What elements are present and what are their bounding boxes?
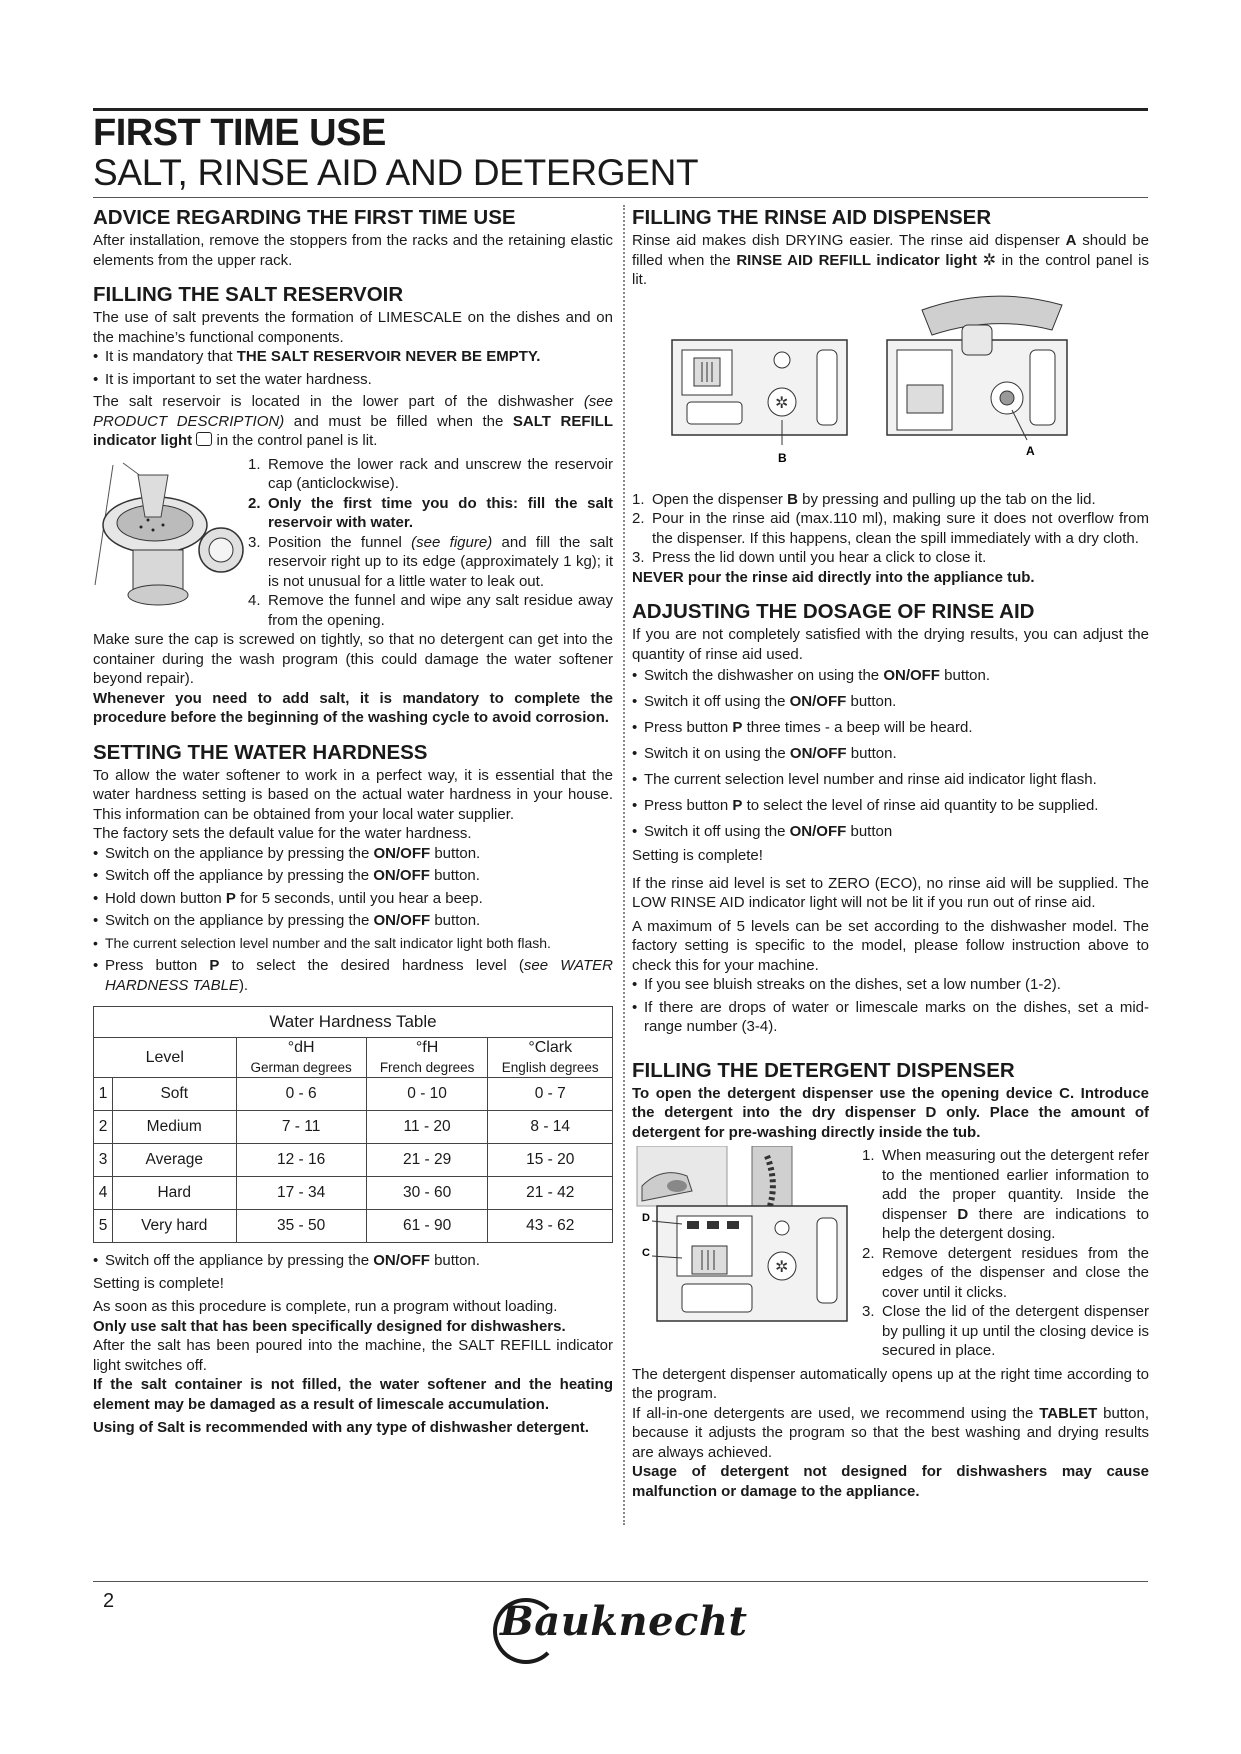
dosage-steps xyxy=(632,664,1149,843)
table-header-fh: °fH French degrees xyxy=(366,1038,488,1078)
hardness-heading: SETTING THE WATER HARDNESS xyxy=(93,740,428,764)
hardness-steps xyxy=(93,844,613,996)
salt-bullets xyxy=(93,347,613,389)
header-top-rule xyxy=(93,108,1148,111)
salt-heading: FILLING THE SALT RESERVOIR xyxy=(93,283,404,306)
detergent-label-d: D xyxy=(642,1212,650,1224)
salt-bullet-2: • It is important to set the water hardness. xyxy=(93,370,613,390)
dosage-step-5: • The current selection level number and rinse aid indicator light flash. xyxy=(632,768,1149,791)
hardness-step-1: • Switch on the appliance by pressing the ON/OFF button. xyxy=(93,844,613,864)
dosage-condition-2: • If there are drops of water or limescale marks on the dishes, set a mid-range number (3-4). xyxy=(632,998,1149,1037)
rinse-step-1: 1. Open the dispenser B by pressing and pulling up the tab on the lid. xyxy=(632,490,1096,508)
salt-steps xyxy=(248,455,613,631)
svg-text:✲: ✲ xyxy=(775,1259,789,1276)
hardness-not-filled: If the salt container is not filled, the water softener and the heating element may be damaged as a result of limescale accumulation. xyxy=(93,1376,613,1413)
svg-text:✲: ✲ xyxy=(775,394,789,412)
dosage-step-4: • Switch it on using the ON/OFF button. xyxy=(632,742,1149,765)
dosage-zero: If the rinse aid level is set to ZERO (ECO), no rinse aid will be supplied. The LOW RINSE AID indicator light will not be lit if you run out of rinse aid. xyxy=(632,874,1149,911)
detergent-all-in-one: If all-in-one detergents are used, we recommend using the TABLET button, because it adjusts the program so that the best washing and drying results are always achieved. xyxy=(632,1404,1149,1461)
dosage-step-3: • Press button P three times - a beep will be heard. xyxy=(632,716,1149,739)
table-header-clark: °Clark English degrees xyxy=(488,1038,613,1078)
table-row: 5 Very hard 35 - 50 61 - 90 43 - 62 xyxy=(94,1210,613,1243)
salt-intro: The use of salt prevents the formation of LIMESCALE on the dishes and on the machine’s functional components. xyxy=(93,309,613,346)
hardness-step-2: • Switch off the appliance by pressing the ON/OFF button. xyxy=(93,866,613,886)
detergent-heading: FILLING THE DETERGENT DISPENSER xyxy=(632,1058,1015,1082)
dosage-condition-1: • If you see bluish streaks on the dishes, set a low number (1-2). xyxy=(632,975,1149,995)
hardness-using-salt: Using of Salt is recommended with any type of dishwasher detergent. xyxy=(93,1419,589,1436)
rinse-label-a: A xyxy=(1026,443,1035,458)
salt-step-2: 2. Only the first time you do this: fill the salt reservoir with water. xyxy=(248,494,613,531)
salt-step-3: 3. Position the funnel (see figure) and fill the salt reservoir right up to its edge (approximately 1 kg); it is not unusual for a little water to leak out. xyxy=(248,533,613,590)
detergent-label-c: C xyxy=(642,1247,650,1259)
hardness-step-5: • The current selection level number and the salt indicator light both flash. xyxy=(93,934,613,954)
table-row: 4 Hard 17 - 34 30 - 60 21 - 42 xyxy=(94,1177,613,1210)
dosage-heading: ADJUSTING THE DOSAGE OF RINSE AID xyxy=(632,600,1035,623)
detergent-usage-warning: Usage of detergent not designed for dishwashers may cause malfunction or damage to the appliance. xyxy=(632,1463,1149,1500)
detergent-dispenser-illustration xyxy=(632,1146,862,1331)
table-row: 2 Medium 7 - 11 11 - 20 8 - 14 xyxy=(94,1111,613,1144)
detergent-step-3: 3. Close the lid of the detergent dispenser by pulling it up until the closing device is secured in place. xyxy=(862,1303,1149,1359)
table-row: 1 Soft 0 - 6 0 - 10 0 - 7 xyxy=(94,1078,613,1111)
left-column xyxy=(93,205,613,1438)
dosage-intro: If you are not completely satisfied with the drying results, you can adjust the quantity of rinse aid used. xyxy=(632,626,1149,663)
hardness-step-4: • Switch on the appliance by pressing the ON/OFF button. xyxy=(93,911,613,931)
dosage-step-7: • Switch it off using the ON/OFF button xyxy=(632,820,1149,843)
detergent-auto: The detergent dispenser automatically opens up at the right time according to the program. xyxy=(632,1365,1149,1402)
rinse-step-2: 2. Pour in the rinse aid (max.110 ml), making sure it does not overflow from the dispenser. If this happens, clean the spill immediately with a dry cloth. xyxy=(632,510,1149,547)
rinse-steps xyxy=(632,490,1149,568)
hardness-complete: Setting is complete! xyxy=(93,1274,224,1292)
rinse-label-b: B xyxy=(778,450,787,465)
rinse-dispenser-illustration xyxy=(632,290,1149,490)
table-header-dh: °dH German degrees xyxy=(236,1038,366,1078)
rinse-heading: FILLING THE RINSE AID DISPENSER xyxy=(632,206,992,229)
dosage-complete: Setting is complete! xyxy=(632,847,763,864)
detergent-steps xyxy=(862,1146,1149,1361)
rinse-never: NEVER pour the rinse aid directly into the appliance tub. xyxy=(632,568,1035,586)
hardness-step-7: • Switch off the appliance by pressing the ON/OFF button. xyxy=(93,1251,613,1271)
advice-heading: ADVICE REGARDING THE FIRST TIME USE xyxy=(93,206,516,229)
hardness-poured: After the salt has been poured into the machine, the SALT REFILL indicator light switches off. xyxy=(93,1337,613,1374)
salt-warning: Whenever you need to add salt, it is mandatory to complete the procedure before the beginning of the washing cycle to avoid corrosion. xyxy=(93,689,613,726)
rinse-intro: Rinse aid makes dish DRYING easier. The rinse aid dispenser A should be filled when the RINSE AID REFILL indicator light ✲ in the control panel is lit. xyxy=(632,232,1149,288)
hardness-step-3: • Hold down button P for 5 seconds, until you hear a beep. xyxy=(93,889,613,909)
advice-text: After installation, remove the stoppers from the racks and the retaining elastic elements from the upper rack. xyxy=(93,232,613,269)
salt-step-1: 1. Remove the lower rack and unscrew the reservoir cap (anticlockwise). xyxy=(248,455,613,492)
salt-step-4: 4. Remove the funnel and wipe any salt residue away from the opening. xyxy=(248,592,613,629)
detergent-step-2: 2. Remove detergent residues from the edges of the dispenser and close the cover until it clicks. xyxy=(862,1244,1149,1301)
salt-refill-icon xyxy=(196,432,212,446)
table-header-level: Level xyxy=(94,1038,237,1078)
water-hardness-table xyxy=(93,1006,613,1243)
hardness-run: As soon as this procedure is complete, run a program without loading. xyxy=(93,1298,558,1315)
dosage-step-6: • Press button P to select the level of rinse aid quantity to be supplied. xyxy=(632,794,1149,817)
table-title: Water Hardness Table xyxy=(94,1007,613,1038)
brand-logo: Bauknecht xyxy=(500,1598,748,1645)
dosage-step-1: • Switch the dishwasher on using the ON/OFF button. xyxy=(632,664,1149,687)
dosage-step-2: • Switch it off using the ON/OFF button. xyxy=(632,690,1149,713)
header-bottom-rule xyxy=(93,197,1148,198)
hardness-only-salt: Only use salt that has been specifically designed for dishwashers. xyxy=(93,1317,566,1335)
hardness-factory: The factory sets the default value for the water hardness. xyxy=(93,825,472,842)
detergent-step-1: 1. When measuring out the detergent refer to the mentioned earlier information to add the proper quantity. Inside the dispenser D there are indications to help the detergent dosing. xyxy=(862,1147,1149,1242)
page-subtitle: SALT, RINSE AID AND DETERGENT xyxy=(93,152,699,193)
salt-bullet-1: • It is mandatory that THE SALT RESERVOIR NEVER BE EMPTY. xyxy=(93,347,613,367)
hardness-intro: To allow the water softener to work in a perfect way, it is essential that the water hardness setting is based on the actual water hardness in your house. This information can be obtained from your local water supplier. xyxy=(93,766,613,823)
rinse-aid-icon: ✲ xyxy=(982,251,996,269)
detergent-intro: To open the detergent dispenser use the opening device C. Introduce the detergent into the dry dispenser D only. Place the amount of detergent for pre-washing directly inside the tub. xyxy=(632,1084,1149,1141)
page-title: FIRST TIME USE xyxy=(93,112,386,154)
dosage-max: A maximum of 5 levels can be set according to the dishwasher model. The factory setting is specific to the model, please follow instruction above to check this for your machine. xyxy=(632,917,1149,974)
hardness-final-step xyxy=(93,1251,613,1271)
hardness-step-6: • Press button P to select the desired hardness level (see WATER HARDNESS TABLE). xyxy=(93,956,613,995)
table-row: 3 Average 12 - 16 21 - 29 15 - 20 xyxy=(94,1144,613,1177)
salt-funnel-illustration xyxy=(93,455,248,630)
salt-cap-note: Make sure the cap is screwed on tightly, so that no detergent can get into the container during the wash program (this could damage the water softener beyond repair). xyxy=(93,631,613,687)
right-column xyxy=(632,205,1149,1501)
footer-rule xyxy=(93,1581,1148,1582)
dosage-conditions xyxy=(632,975,1149,1037)
salt-location: The salt reservoir is located in the lower part of the dishwasher (see PRODUCT DESCRIPTION) and must be filled when the SALT REFILL indicator light in the control panel is lit. xyxy=(93,393,614,449)
page-number: 2 xyxy=(103,1590,115,1612)
column-divider xyxy=(623,205,625,1525)
rinse-step-3: 3. Press the lid down until you hear a click to close it. xyxy=(632,549,987,566)
